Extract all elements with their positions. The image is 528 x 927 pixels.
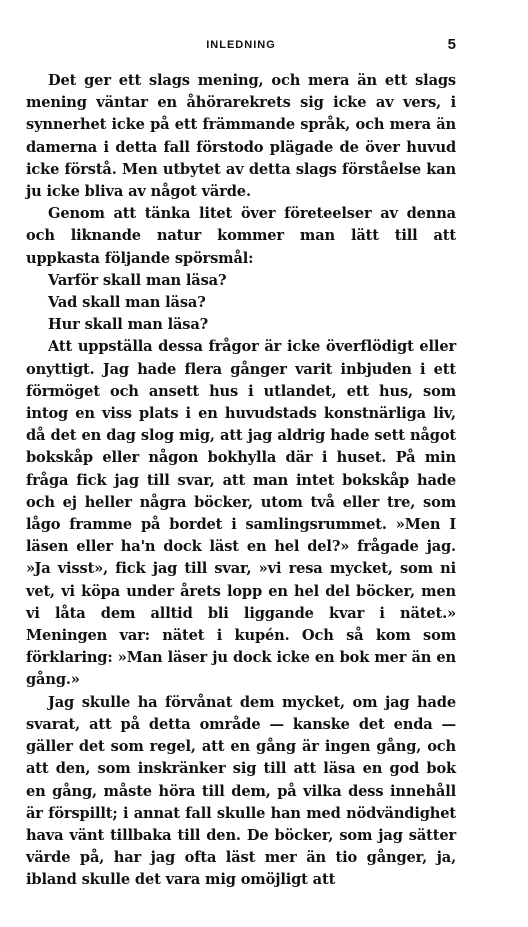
paragraph-3: Att uppställa dessa frågor är icke överflödigt eller onyttigt. Jag hade flera gånger varit inbjuden i ett förmöget och ansett hus i utlandet, ett hus, som intog en viss plats i en huvudstads konstnärliga liv, då det en dag slog mig, att jag aldrig hade sett något bokskåp eller någon bokhylla där i huset. På min fråga fick jag till svar, att man intet bokskåp hade och ej heller några böcker, utom två eller tre, som lågo framme på bordet i samlingsrummet. »Men I läsen eller ha'n dock läst en hel del?» frågade jag. »Ja visst», fick jag till svar, »vi resa mycket, som ni vet, vi köpa under årets lopp en hel del böcker, men vi låta dem alltid bli liggande kvar i nätet.» Meningen var: nätet i kupén. Och så kom som förklaring: »Man läser ju dock icke en bok mer än en gång.»: [26, 338, 456, 689]
question-what-read: Vad skall man läsa?: [48, 294, 206, 312]
running-header: [26, 36, 456, 58]
question-why-read: Varför skall man läsa?: [48, 271, 227, 289]
page-number: 5: [447, 36, 456, 53]
paragraph-4: Jag skulle ha förvånat dem mycket, om jag hade svarat, att på detta område — kanske det enda — gäller det som regel, att en gång är ingen gång, och att den, som inskränker sig till att läsa en god bok en gång, måste höra till dem, på vilka dess innehåll är förspillt; i annat fall skulle han med nödvändighet hava vänt tillbaka till den. De böcker, som jag sätter värde på, har jag ofta läst mer än tio gånger, ja, ibland skulle det vara mig omöjligt att: [26, 693, 456, 889]
page-body: [26, 70, 456, 892]
book-page: [26, 36, 456, 892]
paragraph-1: Det ger ett slags mening, och mera än ett slags mening väntar en åhörarekrets sig icke av vers, i synnerhet icke på ett främmande språk, och mera än damerna i detta fall förstodo plägade de över huvud icke förstå. Men utbytet av detta slags förståelse kan ju icke bliva av något värde.: [26, 72, 456, 201]
chapter-title: INLEDNING: [206, 39, 276, 51]
question-how-read: Hur skall man läsa?: [48, 316, 209, 334]
paragraph-2: Genom att tänka litet över företeelser av denna och liknande natur kommer man lätt till att uppkasta följande spörsmål:: [26, 205, 456, 267]
